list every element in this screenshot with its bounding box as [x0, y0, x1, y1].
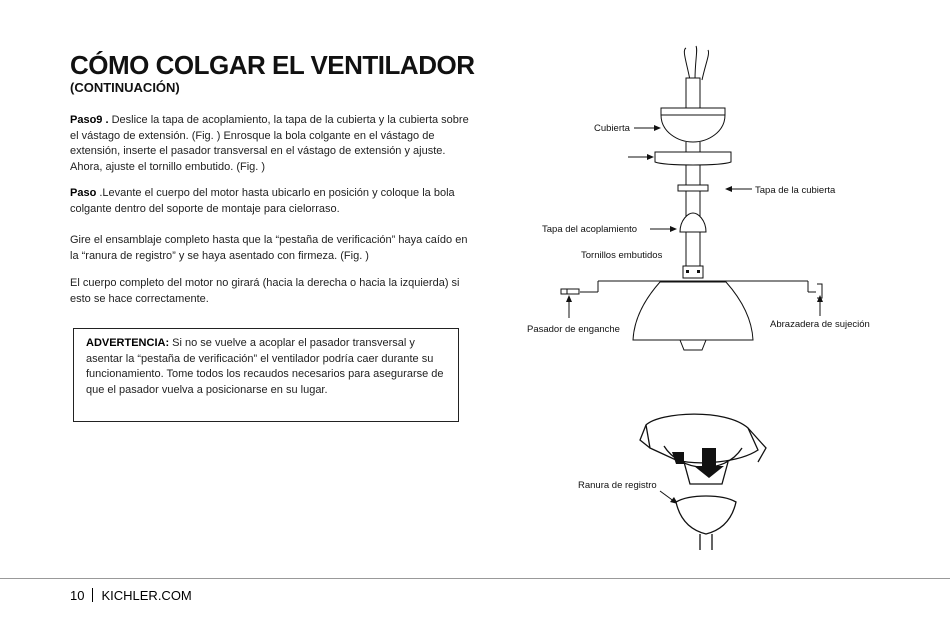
page-number: 10 [70, 588, 85, 603]
page-subtitle: (CONTINUACIÓN) [70, 80, 180, 95]
step-9-text: Deslice la tapa de acoplamiento, la tapa de la cubierta y la cubierta sobre el vástago de extensión. (Fig. ) Enrosque la bola colgante en el vástago de extensión, inserte el pasador transversal en el vástago de extensión y ajuste. Ahora, ajuste el tornillo embutido. (Fig. ) [70, 114, 469, 173]
site-link: KICHLER.COM [101, 588, 192, 603]
label-tapa-cubierta: Tapa de la cubierta [755, 185, 836, 196]
label-abrazadera: Abrazadera de sujeción [770, 319, 870, 330]
step-10-text: .Levante el cuerpo del motor hasta ubicarlo en posición y coloque la bola colgante dentro del soporte de montaje para cielorraso. [70, 187, 455, 215]
footer [70, 588, 192, 603]
label-cubierta: Cubierta [594, 123, 630, 134]
step-10-label: Paso [70, 187, 97, 199]
footer-divider [0, 578, 950, 579]
label-tornillos: Tornillos embutidos [581, 250, 663, 261]
label-pasador: Pasador de enganche [527, 324, 620, 335]
warning-text: Si no se vuelve a acoplar el pasador transversal y asentar la “pestaña de verificación” el ventilador podría caer durante su funcionamiento. Tome todos los recaudos necesarios para asegurarse de que el pasador vuelva a posicionarse en su lugar. [86, 337, 444, 396]
label-tapa-acoplamiento: Tapa del acoplamiento [542, 224, 638, 235]
motor-paragraph: El cuerpo completo del motor no girará (hacia la derecha o hacia la izquierda) si esto se hace correctamente. [70, 277, 460, 305]
warning-label: ADVERTENCIA: [86, 337, 170, 349]
page-title: CÓMO COLGAR EL VENTILADOR [70, 50, 475, 80]
label-ranura: Ranura de registro [578, 480, 657, 491]
step-9-label: Paso9 . [70, 114, 109, 126]
rotate-paragraph: Gire el ensamblaje completo hasta que la “pestaña de verificación” haya caído en la “ranura de registro” y se haya asentado con firmeza. (Fig. ) [70, 234, 468, 262]
footer-separator [92, 588, 93, 602]
